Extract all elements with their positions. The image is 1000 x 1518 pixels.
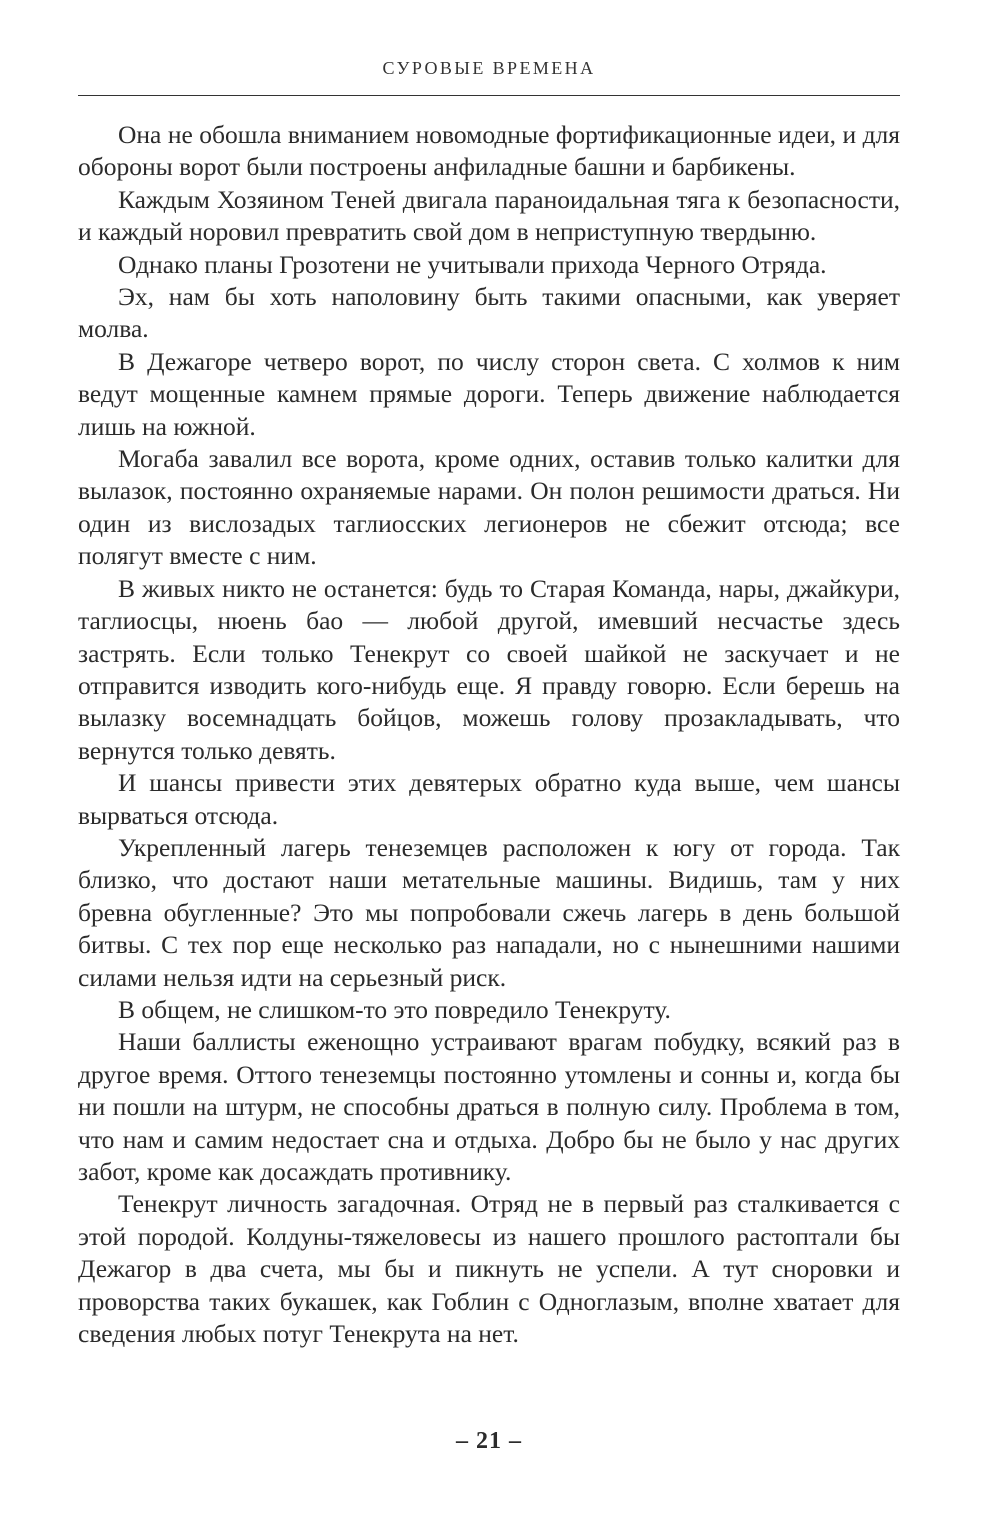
header-divider xyxy=(78,95,900,96)
paragraph: В живых никто не останется: будь то Старая Команда, нары, джайкури, таглиосцы, нюень бао — любой другой, имевший несчастье здесь застрять. Если только Тенекрут со своей шайкой не заскучает и не отправится изводить кого-нибудь еще. Я правду говорю. Если берешь на вылазку восемнадцать бойцов, можешь голову прозакладывать, что вернутся только девять. xyxy=(78,573,900,765)
paragraph: Она не обошла вниманием новомодные фортификационные идеи, и для обороны ворот были построены анфиладные башни и барбикены. xyxy=(78,120,900,182)
paragraph: Каждым Хозяином Теней двигала параноидальная тяга к безопасности, и каждый норовил превратить свой дом в неприступную твердыню. xyxy=(78,184,900,247)
paragraph: И шансы привести этих девятерых обратно куда выше, чем шансы вырваться отсюда. xyxy=(78,768,900,830)
paragraph: Наши баллисты еженощно устраивают врагам побудку, всякий раз в другое время. Оттого тенеземцы постоянно утомлены и сонны и, когда бы ни пошли на штурм, не способны драться в полную силу. Проблема в том, что нам и самим недостает сна и отдыха. Добро бы не было у нас других забот, кроме как досаждать противнику. xyxy=(78,1027,900,1186)
paragraph: Эх, нам бы хоть наполовину быть такими опасными, как уверяет молва. xyxy=(78,282,900,344)
paragraph: Однако планы Грозотени не учитывали прихода Черного Отряда. xyxy=(118,249,827,279)
page-number: – 21 – xyxy=(456,1428,522,1454)
paragraph: Тенекрут личность загадочная. Отряд не в первый раз сталкивается с этой породой. Колдуны-тяжеловесы из нашего прошлого растоптали бы Дежагор в два счета, мы бы и пикнуть не успели. А тут сноровки и проворства таких букашек, как Гоблин с Одноглазым, вполне хватает для сведения любых потуг Тенекрута на нет. xyxy=(78,1189,900,1349)
body-text xyxy=(78,119,900,1350)
paragraph: В Дежагоре четверо ворот, по числу сторон света. С холмов к ним ведут мощенные камнем прямые дороги. Теперь движение наблюдается лишь на южной. xyxy=(78,346,900,441)
paragraph: В общем, не слишком-то это повредило Тенекруту. xyxy=(118,994,671,1024)
paragraph: Укрепленный лагерь тенеземцев расположен к югу от города. Так близко, что достают наши метательные машины. Видишь, там у них бревна обугленные? Это мы попробовали сжечь лагерь в день большой битвы. С тех пор еще несколько раз нападали, но с нынешними нашими силами нельзя идти на серьезный риск. xyxy=(78,832,900,992)
running-head-title: СУРОВЫЕ ВРЕМЕНА xyxy=(382,58,596,78)
paragraph: Могаба завалил все ворота, кроме одних, оставив только калитки для вылазок, постоянно охраняемые нарами. Он полон решимости драться. Ни один из вислозадых таглиосских легионеров не сбежит отсюда; все полягут вместе с ним. xyxy=(78,444,900,571)
